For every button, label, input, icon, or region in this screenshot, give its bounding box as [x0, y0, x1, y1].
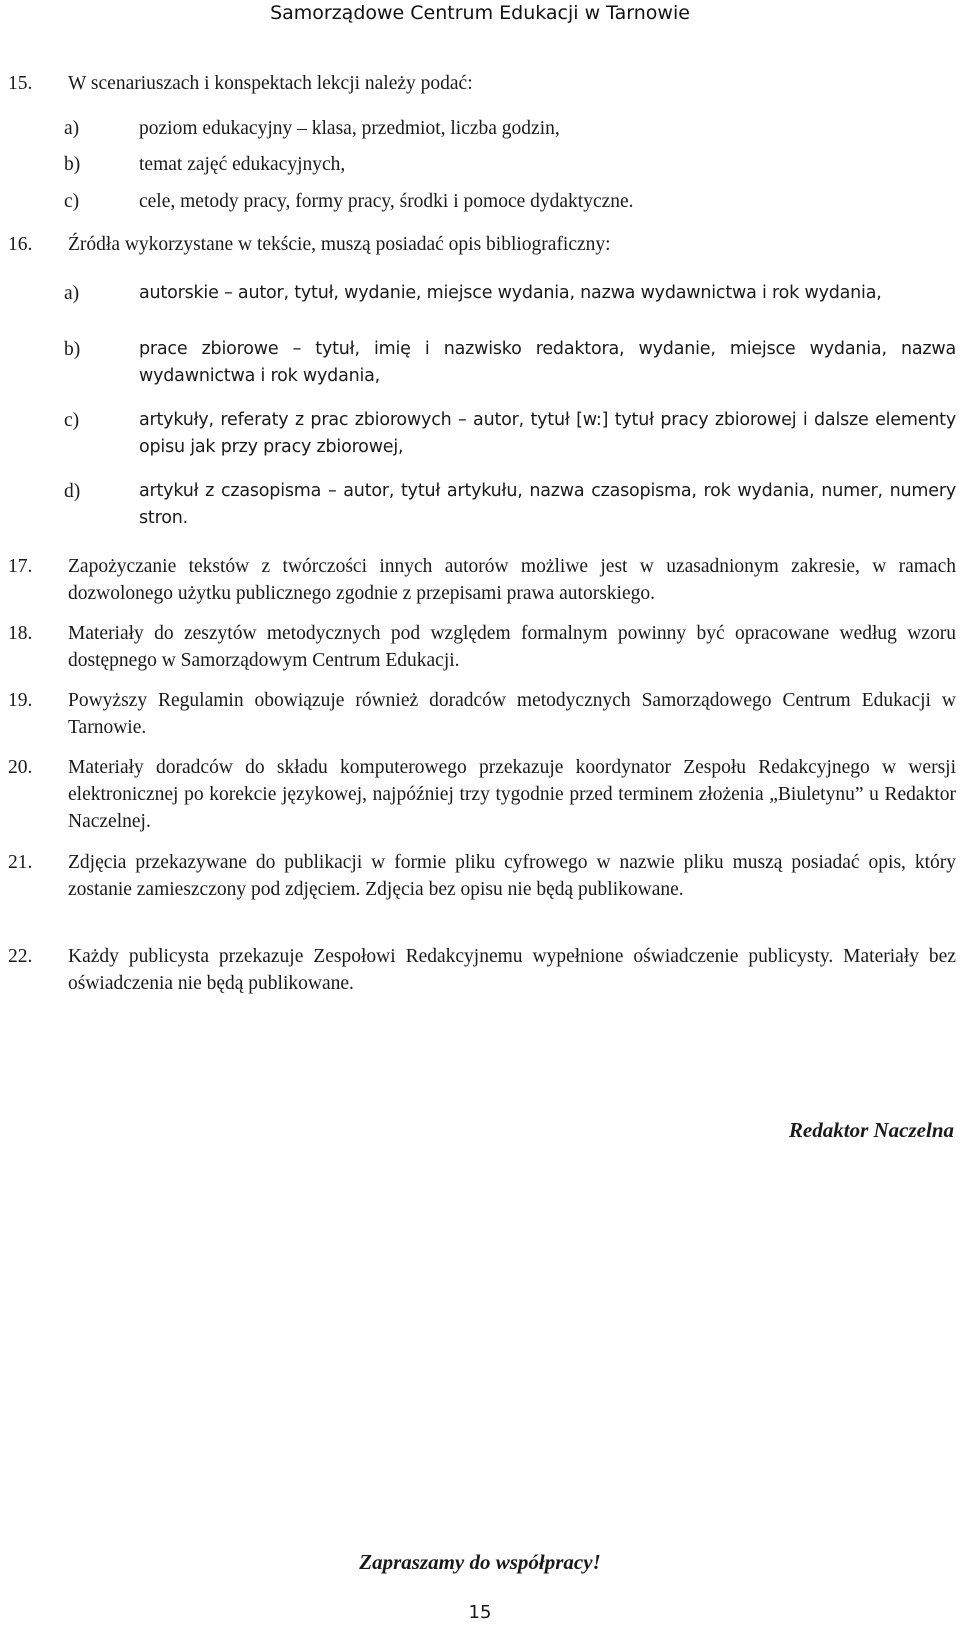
- item-text: W scenariuszach i konspektach lekcji należy podać:: [68, 73, 473, 94]
- list-item-16: [8, 231, 956, 258]
- list-item-15: [8, 70, 956, 97]
- list-item-17: [8, 553, 956, 607]
- closing-line: Zapraszamy do współpracy!: [359, 1550, 601, 1574]
- sub-letter: b): [64, 154, 81, 175]
- item-number: 21.: [8, 852, 33, 873]
- sub-text: temat zajęć edukacyjnych,: [139, 154, 346, 175]
- item-text: Materiały do zeszytów metodycznych pod względem formalnym powinny być opracowane według wzoru dostępnego w Samorządowym Centrum Edukacji.: [68, 623, 956, 671]
- sub-item-15b: [64, 151, 956, 178]
- sub-letter: c): [64, 191, 80, 212]
- sub-letter: b): [64, 339, 81, 360]
- item-text: Materiały doradców do składu komputerowego przekazuje koordynator Zespołu Redakcyjnego w wersji elektronicznej po korekcie językowej, najpóźniej trzy tygodnie przed terminem złożenia „Biuletynu” u Redaktor Naczelnej.: [68, 757, 956, 832]
- sub-letter: a): [64, 118, 80, 139]
- sub-letter: a): [64, 283, 80, 304]
- item-text: Każdy publicysta przekazuje Zespołowi Redakcyjnemu wypełnione oświadczenie publicysty. Materiały bez oświadczenia nie będą publikowane.: [68, 946, 956, 994]
- sub-text: artykuły, referaty z prac zbiorowych – autor, tytuł [w:] tytuł pracy zbiorowej i dalsze elementy opisu jak przy pracy zbiorowej,: [139, 410, 956, 457]
- item-number: 19.: [8, 690, 33, 711]
- sub-letter: c): [64, 410, 80, 431]
- sub-text: poziom edukacyjny – klasa, przedmiot, liczba godzin,: [139, 118, 560, 139]
- sub-letter: d): [64, 481, 81, 502]
- item-text: Zapożyczanie tekstów z twórczości innych autorów możliwe jest w uzasadnionym zakresie, w ramach dozwolonego użytku publicznego zgodnie z przepisami prawa autorskiego.: [68, 556, 956, 604]
- list-item-21: [8, 849, 956, 903]
- sub-item-16c: [64, 407, 956, 461]
- item-text: Źródła wykorzystane w tekście, muszą posiadać opis bibliograficzny:: [68, 234, 611, 255]
- sub-item-15c: [64, 188, 956, 215]
- page-number: 15: [468, 1602, 492, 1623]
- sub-text: cele, metody pracy, formy pracy, środki i pomoce dydaktyczne.: [139, 191, 634, 212]
- item-number: 16.: [8, 234, 33, 255]
- sub-text: prace zbiorowe – tytuł, imię i nazwisko redaktora, wydanie, miejsce wydania, nazwa wydawnictwa i rok wydania,: [139, 339, 956, 386]
- sub-text: artykuł z czasopisma – autor, tytuł artykułu, nazwa czasopisma, rok wydania, numer, numery stron.: [139, 481, 956, 528]
- sub-item-16b: [64, 336, 956, 390]
- item-number: 20.: [8, 757, 33, 778]
- sub-item-16d: [64, 478, 956, 532]
- item-text: Powyższy Regulamin obowiązuje również doradców metodycznych Samorządowego Centrum Edukacji w Tarnowie.: [68, 690, 956, 738]
- sub-item-15a: [64, 115, 956, 142]
- page-header: Samorządowe Centrum Edukacji w Tarnowie: [270, 2, 690, 24]
- item-text: Zdjęcia przekazywane do publikacji w formie pliku cyfrowego w nazwie pliku muszą posiadać opis, który zostanie zamieszczony pod zdjęciem. Zdjęcia bez opisu nie będą publikowane.: [68, 852, 956, 900]
- list-item-22: [8, 943, 956, 997]
- list-item-18: [8, 620, 956, 674]
- item-number: 15.: [8, 73, 33, 94]
- signature: Redaktor Naczelna: [788, 1118, 954, 1142]
- item-number: 18.: [8, 623, 33, 644]
- sub-item-16a: [64, 280, 956, 307]
- item-number: 22.: [8, 946, 33, 967]
- list-item-20: [8, 754, 956, 835]
- item-number: 17.: [8, 556, 33, 577]
- list-item-19: [8, 687, 956, 741]
- sub-text: autorskie – autor, tytuł, wydanie, miejsce wydania, nazwa wydawnictwa i rok wydania,: [139, 283, 882, 303]
